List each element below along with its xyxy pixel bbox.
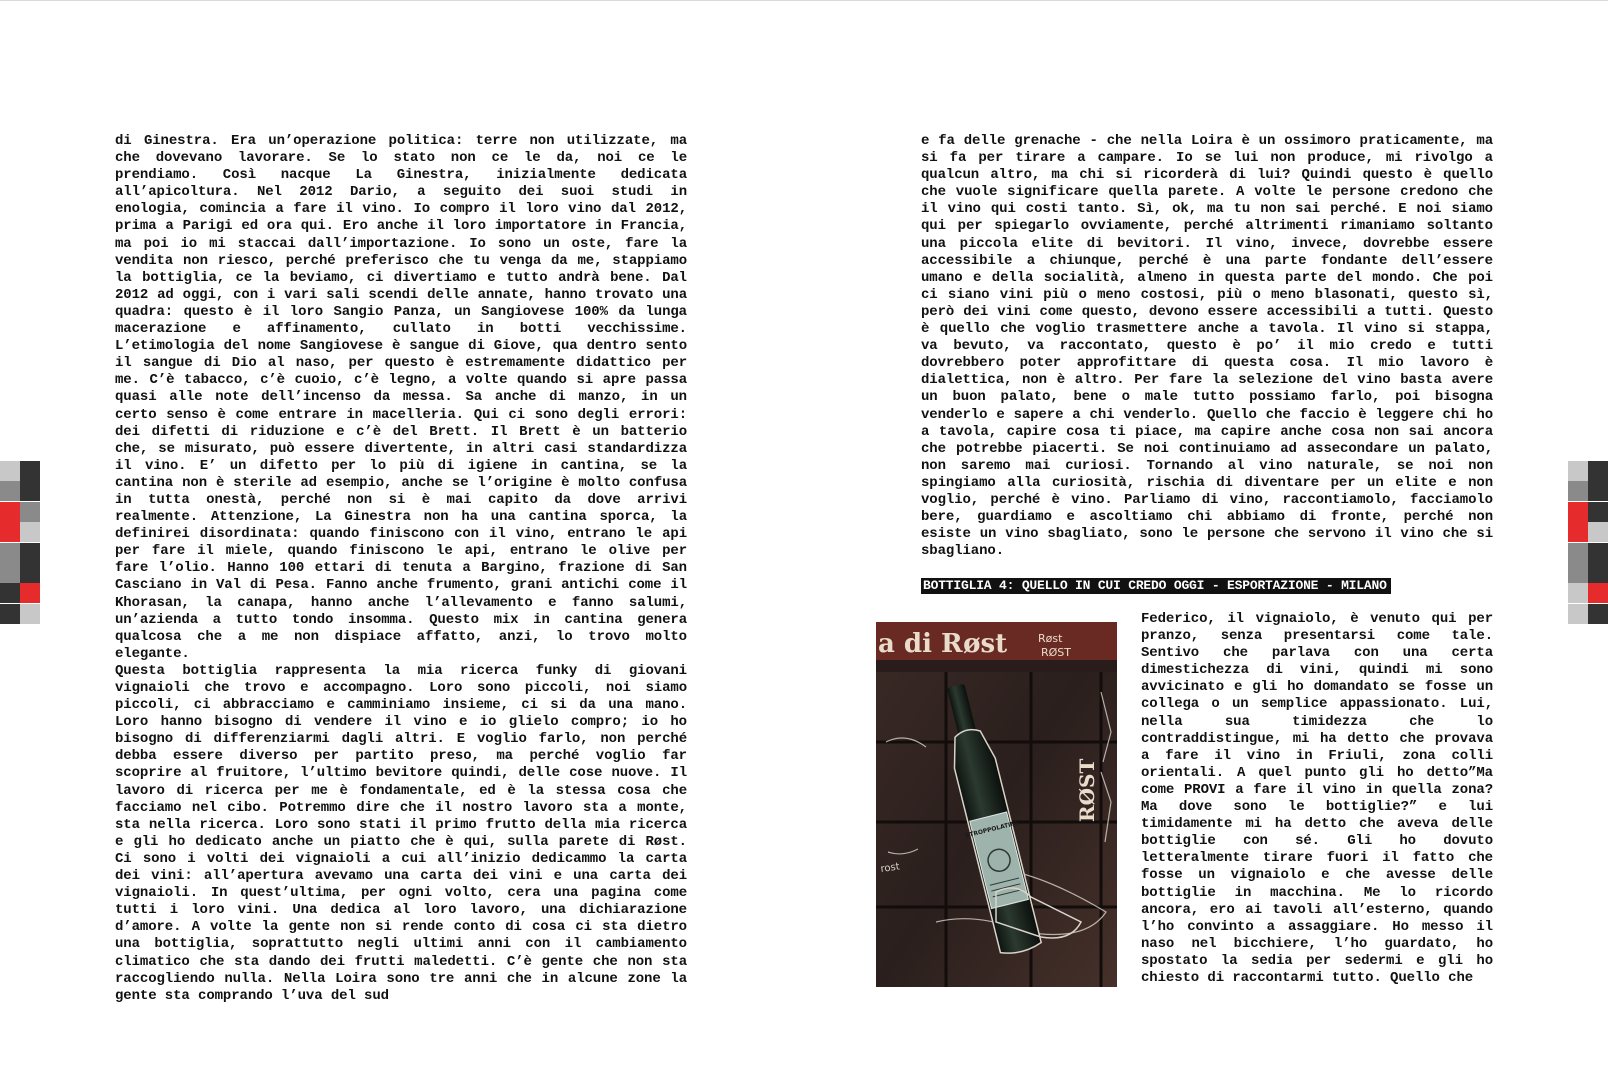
registration-mark-cell — [1588, 583, 1608, 603]
registration-mark-cell — [20, 502, 40, 522]
registration-mark-cell — [0, 543, 20, 563]
registration-mark-cell — [0, 481, 20, 501]
registration-mark-cell — [0, 583, 20, 603]
registration-mark-cell — [1568, 604, 1588, 624]
registration-mark-cell — [1588, 563, 1608, 583]
paragraph: e fa delle grenache - che nella Loira è un ossimoro praticamente, ma si fa per tirare a campare. Io se lui non produce, mi rivolgo a qualcun altro, ma chi si ricorderà di lui? Quindi questo è quello che vuole significare quella parete. A volte le persone credono che il vino qui costi tanto. Sì, ok, ma tu non sai perché. E noi siamo qui per spiegarlo ovviamente, perché altrimenti rimaniamo soltanto una piccola elite di bevitori. Il vino, invece, dovrebbe essere accessibile a chiunque, perché è una parte fondante dell’essere umano e della socialità, almeno in questa parte del mondo. Che poi ci siano vini più o meno costosi, più o meno blasonati, questo sì, però dei vini come questo, devono essere accessibili a tutti. Questo è quello che voglio trasmettere anche a tavola. Il vino si stappa, va bevuto, va raccontato, questo è po’ il mio credo e tutti dovrebbero poter approfittare di questa cosa. Il mio lavoro è dialettica, non è altro. Per fare la selezione del vino basta avere un buon palato, bene o male tutto possiamo farlo, poi bisogna venderlo e sapere a chi venderlo. Quello che faccio è leggere chi ho a tavola, capire cosa ti piace, ma capire anche cosa non sai ancora che potrebbe piacerti. Se noi continuiamo ad assecondare un palato, non saremo mai curiosi. Tornando al vino naturale, se noi non spingiamo alla curiosità, rischia di diventare per un elite e non voglio, perché è vino. Parliamo di vino, raccontiamolo, facciamolo bere, guardiamo e ascoltiamo chi abbiamo di fronte, perché non esiste un vino sbagliato, sono le persone che servono il vino che si sbagliano. — [921, 133, 1493, 560]
registration-marks-left — [0, 461, 40, 624]
registration-mark-cell — [1588, 604, 1608, 624]
paragraph: Federico, il vignaiolo, è venuto qui per pranzo, senza presentarsi come tale. Sentivo che parlava con una certa dimestichezza di vini, quindi mi sono avvicinato e gli ho domandato se fosse un collega o un semplice appassionato. Lui, nella sua timidezza che lo contraddistingue, mi ha detto che provava a fare il vino in Friuli, zona colli orientali. A quel punto gli ho detto”Ma come PROVI a fare il vino in quella zona? Ma dove sono le bottiglie?” e lui timidamente mi ha detto che aveva delle bottiglie con sé. Gli ho dovuto letteralmente tirare fuori il fatto che fosse un vignaiolo e che avesse delle bottiglie in macchina. Me lo ricordo ancora, ero ai tavoli all’esterno, quando l’ho convinto a assaggiare. Ho messo il naso nel bicchiere, l’ho guardato, ho spostato la sedia per sedermi e gli ho chiesto di raccontarmi tutto. Quello che — [1141, 611, 1493, 986]
wine-bottle-photo — [876, 622, 1117, 987]
registration-mark-cell — [1568, 522, 1588, 542]
photo-wall-text: a di Røst — [878, 629, 1008, 659]
side-text-column — [1141, 611, 1493, 987]
paragraph: Questa bottiglia rappresenta la mia ricerca funky di giovani vignaioli che trovo e accompagno. Loro sono piccoli, noi siamo piccoli, ci abbracciamo e camminiamo insieme, ci si da una mano. Loro hanno bisogno di vendere il vino e io glielo compro; io ho bisogno di differenziarmi dagli altri. E voglio farlo, non perché debba essere diverso per partito preso, ma perché voglio far scoprire al fruitore, l’ultimo bevitore quindi, delle cose nuove. Il lavoro di ricerca per me è fondamentale, ed è la stessa cosa che facciamo nel cibo. Potremmo dire che il nostro lavoro sta a monte, sta nella ricerca. Loro sono stati il primo frutto della mia ricerca e gli ho dedicato anche un piatto che è qui, sulla parete di Røst. Ci sono i volti dei vignaioli a cui all’inizio dedicammo la carta dei vini: all’apertura avevamo una carta dei vini e una carta dei vignaioli. In quest’ultima, per ogni volto, cera una pagina come tutti i loro vini. Una dedica al loro lavoro, una dichiarazione d’amore. A volte la gente non si rende conto di cosa ci sta dietro una bottiglia, soprattutto negli ultimi anni con il cambiamento climatico che sta dando dei frutti maledetti. C’è gente che non sta raccogliendo nulla. Nella Loira sono tre anni che in alcune zone la gente sta comprando l’uva del sud — [115, 662, 687, 1004]
registration-mark-cell — [20, 543, 40, 563]
registration-mark-cell — [1568, 563, 1588, 583]
photo-chalk-text: RØST — [1075, 758, 1099, 822]
right-text-column — [921, 133, 1493, 560]
registration-mark-cell — [1588, 481, 1608, 501]
registration-mark-cell — [1588, 522, 1608, 542]
registration-mark-cell — [1588, 461, 1608, 481]
registration-marks-right — [1568, 461, 1608, 624]
photo-tile-text: Røst — [1038, 632, 1063, 645]
top-rule — [0, 0, 1608, 1]
registration-mark-cell — [20, 461, 40, 481]
left-text-column — [115, 133, 687, 1005]
registration-mark-cell — [1568, 543, 1588, 563]
registration-mark-cell — [1568, 461, 1588, 481]
registration-mark-cell — [0, 461, 20, 481]
photo-bottle-label: STROPPOLATINI — [964, 819, 1019, 840]
registration-mark-cell — [0, 522, 20, 542]
registration-mark-cell — [20, 583, 40, 603]
registration-mark-cell — [20, 563, 40, 583]
registration-mark-cell — [1588, 543, 1608, 563]
section-heading: BOTTIGLIA 4: QUELLO IN CUI CREDO OGGI - ESPORTAZIONE - MILANO — [921, 578, 1391, 594]
registration-mark-cell — [1588, 502, 1608, 522]
photo-tile-text: RØST — [1041, 646, 1072, 659]
registration-mark-cell — [20, 604, 40, 624]
registration-mark-cell — [1568, 502, 1588, 522]
registration-mark-cell — [0, 502, 20, 522]
registration-mark-cell — [1568, 583, 1588, 603]
registration-mark-cell — [1568, 481, 1588, 501]
registration-mark-cell — [0, 604, 20, 624]
registration-mark-cell — [20, 522, 40, 542]
registration-mark-cell — [0, 563, 20, 583]
paragraph: di Ginestra. Era un’operazione politica: terre non utilizzate, ma che dovevano lavorare. Se lo stato non ce le da, noi ce le prendiamo. Così nacque La Ginestra, inizialmente dedicata all’apicoltura. Nel 2012 Dario, a seguito dei suoi studi in enologia, comincia a fare il vino. Io compro il loro vino dal 2012, prima a Parigi ed ora qui. Ero anche il loro importatore in Francia, ma poi io mi staccai dall’importazione. Io sono un oste, fare la vendita non riesco, perché preferisco che tu venga da me, stappiamo la bottiglia, ce la beviamo, ci divertiamo e tutto andrà bene. Dal 2012 ad oggi, con i vari sali scendi delle annate, hanno trovato una quadra: questo è il loro Sangio Panza, un Sangiovese 100% da lunga macerazione e affinamento, cullato in botti vecchissime. L’etimologia del nome Sangiovese è sangue di Giove, qua dentro sento il sangue di Dio al naso, per questo è estremamente didattico per me. C’è tabacco, c’è cuoio, c’è legno, a volte quando si apre passa quasi alle note dell’incenso da messa. Sa anche di manzo, in un certo senso è come entrare in macelleria. Qui ci sono degli errori: dei difetti di riduzione e c’è del Brett. Il Brett è un batterio che, se misurato, può essere divertente, in altri casi standardizza il vino. E’ un difetto per lo più di igiene in cantina, se la cantina non è sterile ad esempio, anche se l’origine è molto confusa in tutta onestà, perché non si è mai capito da dove arrivi realmente. Attenzione, La Ginestra non ha una cantina sporca, la definirei disordinata: quando finiscono con il vino, entrano le api per fare il miele, quando finiscono le api, entrano le olive per fare l’olio. Hanno 100 ettari di tenuta a Bargino, frazione di San Casciano in Val di Pesa. Fanno anche frumento, grani antichi come il Khorasan, la canapa, hanno anche l’allevamento e fanno salumi, un’azienda a tutto tondo insomma. Questo mix in cantina genera qualcosa che a me non dispiace affatto, anzi, lo trovo molto elegante. — [115, 133, 687, 662]
photo-chalk-text: rost — [879, 861, 901, 875]
registration-mark-cell — [20, 481, 40, 501]
